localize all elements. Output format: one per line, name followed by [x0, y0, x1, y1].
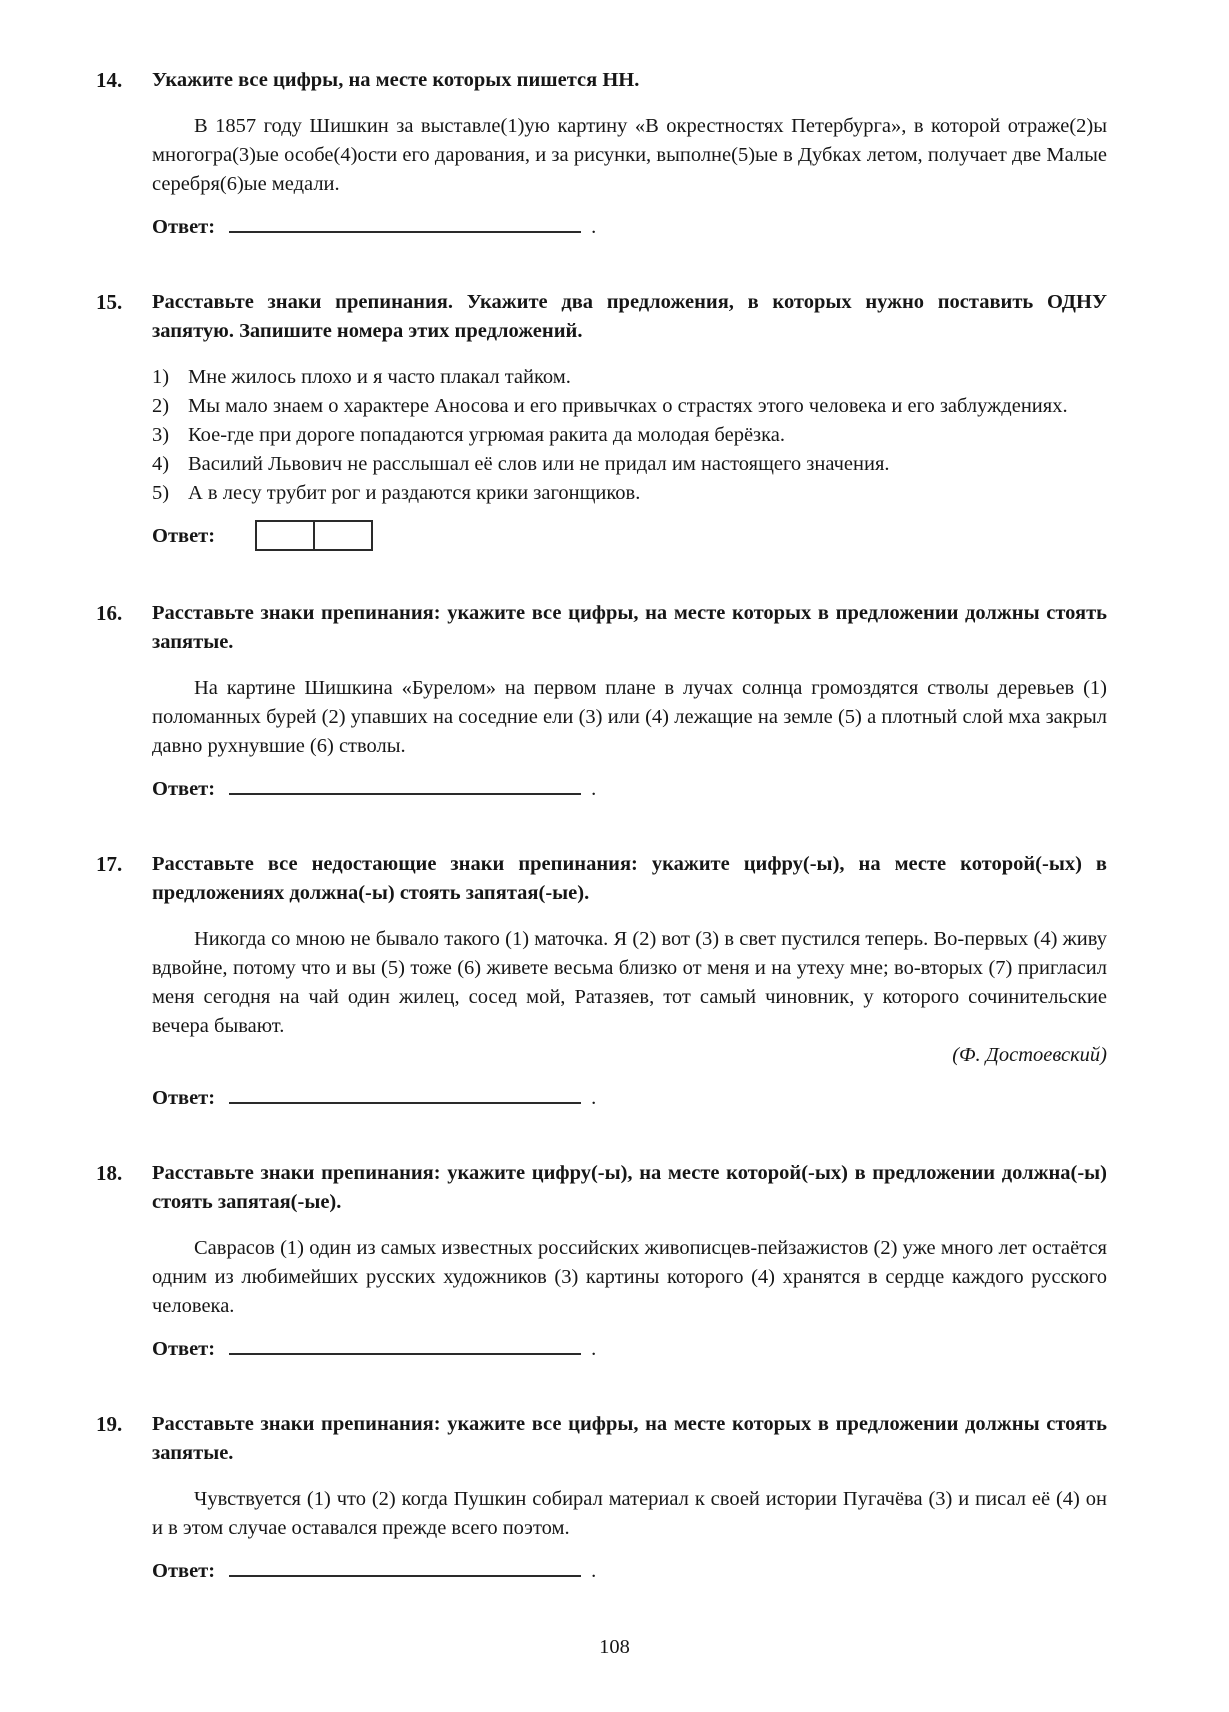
options-list	[152, 363, 1107, 508]
answer-boxes[interactable]	[255, 520, 373, 551]
answer-period: .	[591, 1337, 597, 1360]
answer-label: Ответ:	[152, 216, 216, 238]
option-row	[152, 479, 1107, 508]
task-14	[96, 66, 1107, 242]
task-prompt: Расставьте все недостающие знаки препинания: укажите цифру(-ы), на месте которой(-ых) в предложениях должна(-ы) стоять запятая(-ые).	[152, 852, 1107, 904]
task-17	[96, 850, 1107, 1113]
option-number: 4)	[152, 453, 170, 475]
option-number: 2)	[152, 395, 170, 417]
answer-row	[152, 1334, 1107, 1364]
option-row	[152, 421, 1107, 450]
task-text: В 1857 году Шишкин за выставле(1)ую картину «В окрестностях Петербурга», в которой отраже(2)ы многогра(3)ые особе(4)ости его дарования, и за рисунки, выполне(5)ые в Дубках летом, получает две Малые серебря(6)ые медали.	[152, 115, 1107, 195]
task-content	[152, 599, 1107, 804]
answer-label: Ответ:	[152, 1086, 216, 1109]
task-number: 16.	[96, 600, 123, 625]
task-19	[96, 1410, 1107, 1586]
answer-period: .	[591, 1559, 597, 1582]
task-number: 14.	[96, 68, 123, 92]
task-content	[152, 1410, 1107, 1586]
task-text: Никогда со мною не бывало такого (1) маточка. Я (2) вот (3) в свет пустился теперь. Во-первых (4) живу вдвойне, потому что и вы (5) тоже (6) живете весьма близко от меня и на утеху мне; во-вторых (7) пригласил меня сегодня на чай один жилец, сосед мой, Ратазяев, тот самый чиновник, у которого сочинительские вечера бывают.	[152, 927, 1107, 1037]
option-text: Василий Львович не расслышал её слов или не придал им настоящего значения.	[188, 453, 890, 475]
answer-box-cell[interactable]	[257, 522, 313, 549]
answer-row	[152, 212, 1107, 242]
task-number: 17.	[96, 851, 123, 876]
task-text: На картине Шишкина «Бурелом» на первом плане в лучах солнца громоздятся стволы деревьев (1) поломанных бурей (2) упавших на соседние ели (3) или (4) лежащие на земле (5) а плотный слой мха закрыл давно рухнувшие (6) стволы.	[152, 676, 1107, 757]
task-number: 18.	[96, 1160, 123, 1185]
task-prompt: Расставьте знаки препинания. Укажите два предложения, в которых нужно поставить ОДНУ запятую. Запишите номера этих предложений.	[152, 291, 1107, 342]
answer-blank-line[interactable]	[229, 1335, 581, 1355]
task-content	[152, 1159, 1107, 1364]
task-content	[152, 66, 1107, 242]
task-16	[96, 599, 1107, 804]
answer-label: Ответ:	[152, 1337, 216, 1360]
task-prompt: Расставьте знаки препинания: укажите все цифры, на месте которых в предложении должны стоять запятые.	[152, 1412, 1107, 1464]
answer-box-cell[interactable]	[313, 522, 371, 549]
task-prompt: Расставьте знаки препинания: укажите все цифры, на месте которых в предложении должны стоять запятые.	[152, 601, 1107, 653]
answer-label: Ответ:	[152, 1559, 216, 1582]
answer-period: .	[591, 1086, 597, 1109]
task-15	[96, 288, 1107, 553]
answer-blank-line[interactable]	[229, 775, 581, 795]
answer-blank-line[interactable]	[229, 1084, 581, 1104]
option-text: Мне жилось плохо и я часто плакал тайком.	[188, 366, 571, 388]
option-text: Мы мало знаем о характере Аносова и его привычках о страстях этого человека и его заблуждениях.	[188, 395, 1068, 417]
task-text: Чувствуется (1) что (2) когда Пушкин собирал материал к своей истории Пугачёва (3) и писал её (4) он и в этом случае оставался прежде всего поэтом.	[152, 1487, 1107, 1539]
page-number: 108	[599, 1636, 630, 1658]
task-prompt: Укажите все цифры, на месте которых пишется НН.	[152, 69, 640, 91]
answer-label: Ответ:	[152, 777, 216, 800]
answer-row	[152, 1083, 1107, 1113]
task-content	[152, 850, 1107, 1113]
task-text: Саврасов (1) один из самых известных российских живописцев-пейзажистов (2) уже много лет остаётся одним из любимейших русских художников (3) картины которого (4) хранятся в сердце каждого русского человека.	[152, 1236, 1107, 1317]
task-18	[96, 1159, 1107, 1364]
answer-period: .	[591, 216, 597, 238]
option-number: 5)	[152, 482, 170, 504]
option-row	[152, 392, 1107, 421]
answer-row	[152, 521, 1107, 553]
task-content	[152, 288, 1107, 553]
option-text: А в лесу трубит рог и раздаются крики загонщиков.	[188, 482, 641, 504]
answer-blank-line[interactable]	[229, 213, 581, 233]
option-text: Кое-где при дороге попадаются угрюмая ракита да молодая берёзка.	[188, 424, 786, 446]
answer-label: Ответ:	[152, 525, 216, 547]
option-row	[152, 450, 1107, 479]
task-number: 19.	[96, 1411, 123, 1436]
task-prompt: Расставьте знаки препинания: укажите цифру(-ы), на месте которой(-ых) в предложении должна(-ы) стоять запятая(-ые).	[152, 1161, 1107, 1213]
option-number: 3)	[152, 424, 170, 446]
attribution: (Ф. Достоевский)	[952, 1043, 1107, 1066]
answer-period: .	[591, 777, 597, 800]
task-number: 15.	[96, 290, 123, 314]
answer-blank-line[interactable]	[229, 1557, 581, 1577]
option-number: 1)	[152, 366, 170, 388]
answer-row	[152, 774, 1107, 804]
option-row	[152, 363, 1107, 392]
answer-row	[152, 1556, 1107, 1586]
